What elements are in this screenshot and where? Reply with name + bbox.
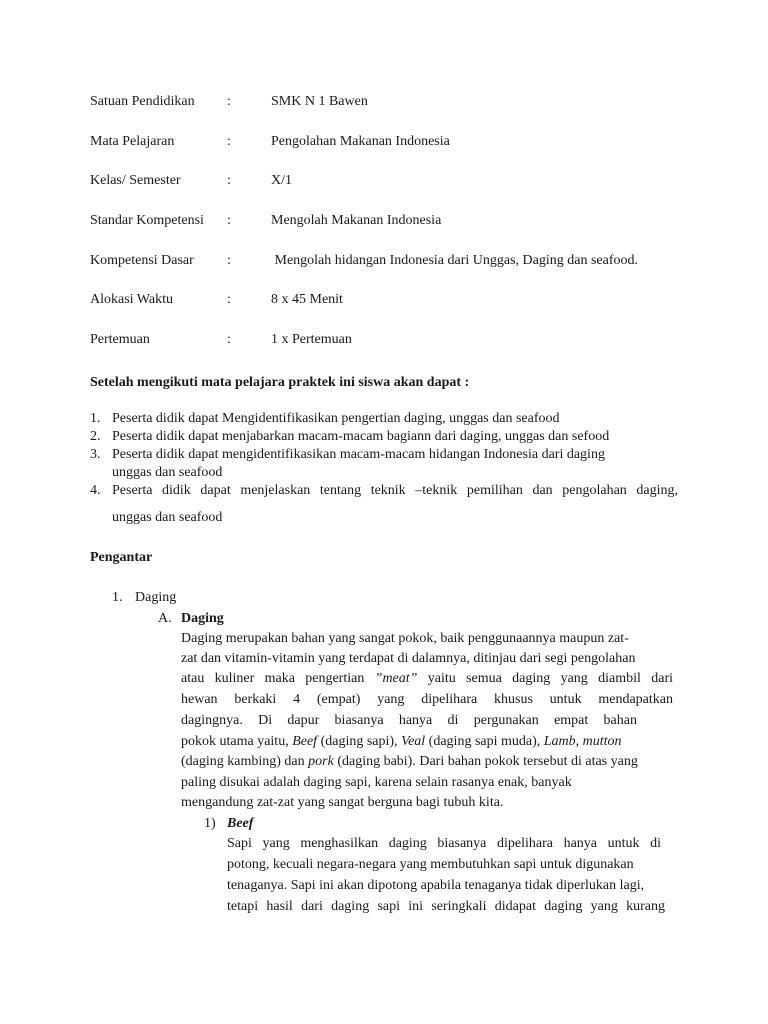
term-veal: Veal: [401, 734, 426, 749]
paragraph-line: hewan berkaki 4 (empat) yang dipelihara khusus untuk mendapatkan: [181, 692, 673, 707]
info-label: Mata Pelajaran: [90, 134, 175, 149]
text-run: ,: [575, 734, 583, 749]
list-item-continuation: unggas dan seafood: [112, 465, 223, 480]
paragraph-line: potong, kecuali negara-negara yang membutuhkan sapi untuk digunakan: [227, 857, 634, 872]
paragraph-line: [181, 670, 673, 687]
term-lamb: Lamb: [543, 734, 576, 749]
info-value: SMK N 1 Bawen: [271, 94, 368, 109]
list-item-continuation: unggas dan seafood: [112, 510, 223, 525]
list-number: 4.: [90, 483, 101, 498]
info-label: Satuan Pendidikan: [90, 94, 195, 109]
list-item: Peserta didik dapat mengidentifikasikan macam-macam hidangan Indonesia dari daging: [112, 447, 605, 462]
paragraph-line: paling disukai adalah daging sapi, karena selain rasanya enak, banyak: [181, 775, 572, 790]
list-item: Peserta didik dapat menjelaskan tentang teknik –teknik pemilihan dan pengolahan daging,: [112, 483, 678, 498]
text-run: atau kuliner maka pengertian: [181, 671, 375, 686]
term-meat: ”meat”: [374, 671, 418, 686]
info-value: Mengolah Makanan Indonesia: [271, 213, 442, 228]
paragraph-line: Daging merupakan bahan yang sangat pokok, baik penggunaannya maupun zat-: [181, 631, 629, 646]
paragraph-line: [181, 753, 638, 770]
paragraph-line: zat dan vitamin-vitamin yang terdapat di dalamnya, ditinjau dari segi pengolahan: [181, 651, 636, 666]
list-number: 1.: [90, 411, 101, 426]
info-label: Standar Kompetensi: [90, 213, 204, 228]
list-item: Peserta didik dapat Mengidentifikasikan pengertian daging, unggas dan seafood: [112, 411, 560, 426]
info-colon: :: [227, 292, 231, 307]
subsection-title: Daging: [181, 611, 224, 626]
text-run: yaitu semua daging yang diambil dari: [417, 671, 673, 686]
list-number: 2.: [90, 429, 101, 444]
item-title: Beef: [227, 816, 254, 831]
objectives-heading: Setelah mengikuti mata pelajara praktek ini siswa akan dapat :: [90, 375, 470, 390]
paragraph-line: [181, 733, 622, 750]
section-heading: Pengantar: [90, 550, 153, 565]
info-label: Kelas/ Semester: [90, 173, 181, 188]
info-colon: :: [227, 253, 231, 268]
info-value: 1 x Pertemuan: [271, 332, 352, 347]
text-run: (daging kambing) dan: [181, 754, 309, 769]
paragraph-line: dagingnya. Di dapur biasanya hanya di pergunakan empat bahan: [181, 713, 637, 728]
term-pork: pork: [308, 754, 334, 769]
info-value: 8 x 45 Menit: [271, 292, 343, 307]
item-number: 1): [204, 816, 216, 831]
info-colon: :: [227, 94, 231, 109]
paragraph-line: Sapi yang menghasilkan daging biasanya dipelihara hanya untuk di: [227, 836, 661, 851]
list-number: 3.: [90, 447, 101, 462]
info-value: Pengolahan Makanan Indonesia: [271, 134, 450, 149]
subsection-letter: A.: [158, 611, 172, 626]
paragraph-line: tenaganya. Sapi ini akan dipotong apabila tenaganya tidak diperlukan lagi,: [227, 878, 645, 893]
info-colon: :: [227, 213, 231, 228]
term-beef: Beef: [292, 734, 318, 749]
text-run: (daging babi). Dari bahan pokok tersebut di atas yang: [333, 754, 638, 769]
info-label: Pertemuan: [90, 332, 150, 347]
info-colon: :: [227, 173, 231, 188]
list-item: Peserta didik dapat menjabarkan macam-macam bagiann dari daging, unggas dan sefood: [112, 429, 610, 444]
term-mutton: mutton: [582, 734, 622, 749]
paragraph-line: tetapi hasil dari daging sapi ini seringkali didapat daging yang kurang: [227, 899, 665, 914]
text-run: (daging sapi),: [317, 734, 402, 749]
section-number: 1.: [112, 590, 123, 605]
info-colon: :: [227, 134, 231, 149]
info-label: Alokasi Waktu: [90, 292, 173, 307]
info-colon: :: [227, 332, 231, 347]
info-value: X/1: [271, 173, 292, 188]
text-run: pokok utama yaitu,: [181, 734, 293, 749]
info-label: Kompetensi Dasar: [90, 253, 194, 268]
text-run: (daging sapi muda),: [425, 734, 544, 749]
paragraph-line: mengandung zat-zat yang sangat berguna bagi tubuh kita.: [181, 795, 504, 810]
info-value: Mengolah hidangan Indonesia dari Unggas, Daging dan seafood.: [271, 253, 639, 268]
section-title: Daging: [135, 590, 177, 605]
